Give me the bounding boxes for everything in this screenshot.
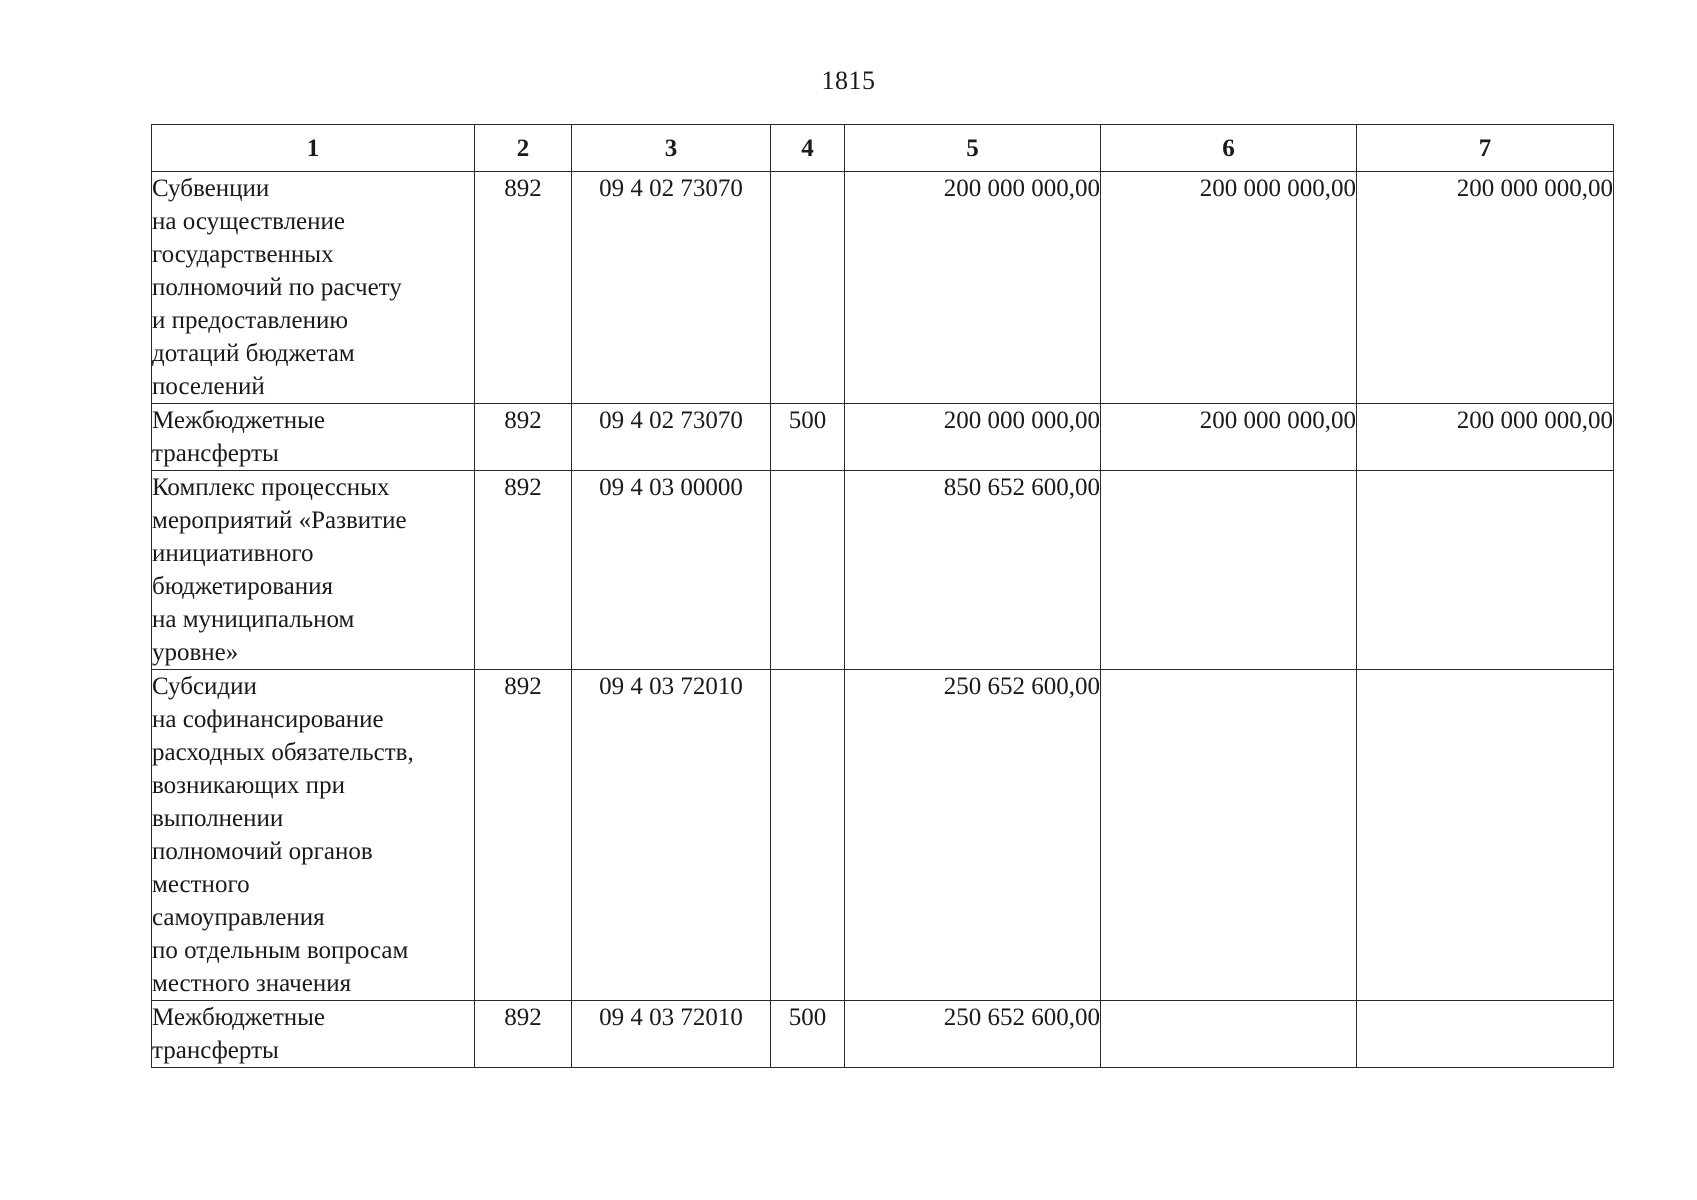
table-row bbox=[152, 1001, 1614, 1068]
row-code: 892 bbox=[475, 670, 572, 1001]
row-code: 892 bbox=[475, 471, 572, 670]
row-sum-1: 250 652 600,00 bbox=[845, 1001, 1101, 1068]
row-sum-2: 200 000 000,00 bbox=[1101, 172, 1357, 404]
row-code: 892 bbox=[475, 172, 572, 404]
row-csr: 09 4 03 00000 bbox=[572, 471, 771, 670]
page-number: 1815 bbox=[821, 66, 876, 95]
row-sum-1: 250 652 600,00 bbox=[845, 670, 1101, 1001]
header-col-1: 1 bbox=[152, 125, 475, 172]
row-sum-3: 200 000 000,00 bbox=[1357, 172, 1614, 404]
row-csr: 09 4 03 72010 bbox=[572, 1001, 771, 1068]
row-name: Комплекс процессных мероприятий «Развитие инициативного бюджетирования на муниципальном уровне» bbox=[152, 471, 475, 670]
row-vr bbox=[771, 172, 845, 404]
row-code: 892 bbox=[475, 404, 572, 471]
row-vr: 500 bbox=[771, 1001, 845, 1068]
row-sum-2 bbox=[1101, 670, 1357, 1001]
row-sum-3 bbox=[1357, 670, 1614, 1001]
header-row bbox=[152, 125, 1614, 172]
row-sum-1: 200 000 000,00 bbox=[845, 172, 1101, 404]
row-name: Субвенции на осуществление государственных полномочий по расчету и предоставлению дотаций бюджетам поселений bbox=[152, 172, 475, 404]
row-sum-3: 200 000 000,00 bbox=[1357, 404, 1614, 471]
row-sum-2 bbox=[1101, 1001, 1357, 1068]
header-col-4: 4 bbox=[771, 125, 845, 172]
table-row bbox=[152, 670, 1614, 1001]
row-vr: 500 bbox=[771, 404, 845, 471]
row-name: Субсидии на софинансирование расходных обязательств, возникающих при выполнении полномочий органов местного самоуправления по отдельным вопросам местного значения bbox=[152, 670, 475, 1001]
row-sum-2 bbox=[1101, 471, 1357, 670]
table-row bbox=[152, 404, 1614, 471]
header-col-7: 7 bbox=[1357, 125, 1614, 172]
row-code: 892 bbox=[475, 1001, 572, 1068]
row-vr bbox=[771, 471, 845, 670]
header-col-2: 2 bbox=[475, 125, 572, 172]
row-name: Межбюджетные трансферты bbox=[152, 1001, 475, 1068]
row-sum-3 bbox=[1357, 1001, 1614, 1068]
table-row bbox=[152, 172, 1614, 404]
table-row bbox=[152, 471, 1614, 670]
header-col-5: 5 bbox=[845, 125, 1101, 172]
header-col-3: 3 bbox=[572, 125, 771, 172]
row-name: Межбюджетные трансферты bbox=[152, 404, 475, 471]
row-csr: 09 4 02 73070 bbox=[572, 172, 771, 404]
budget-table bbox=[151, 124, 1614, 1068]
row-csr: 09 4 03 72010 bbox=[572, 670, 771, 1001]
row-vr bbox=[771, 670, 845, 1001]
row-sum-2: 200 000 000,00 bbox=[1101, 404, 1357, 471]
row-sum-1: 850 652 600,00 bbox=[845, 471, 1101, 670]
row-csr: 09 4 02 73070 bbox=[572, 404, 771, 471]
row-sum-3 bbox=[1357, 471, 1614, 670]
row-sum-1: 200 000 000,00 bbox=[845, 404, 1101, 471]
header-col-6: 6 bbox=[1101, 125, 1357, 172]
